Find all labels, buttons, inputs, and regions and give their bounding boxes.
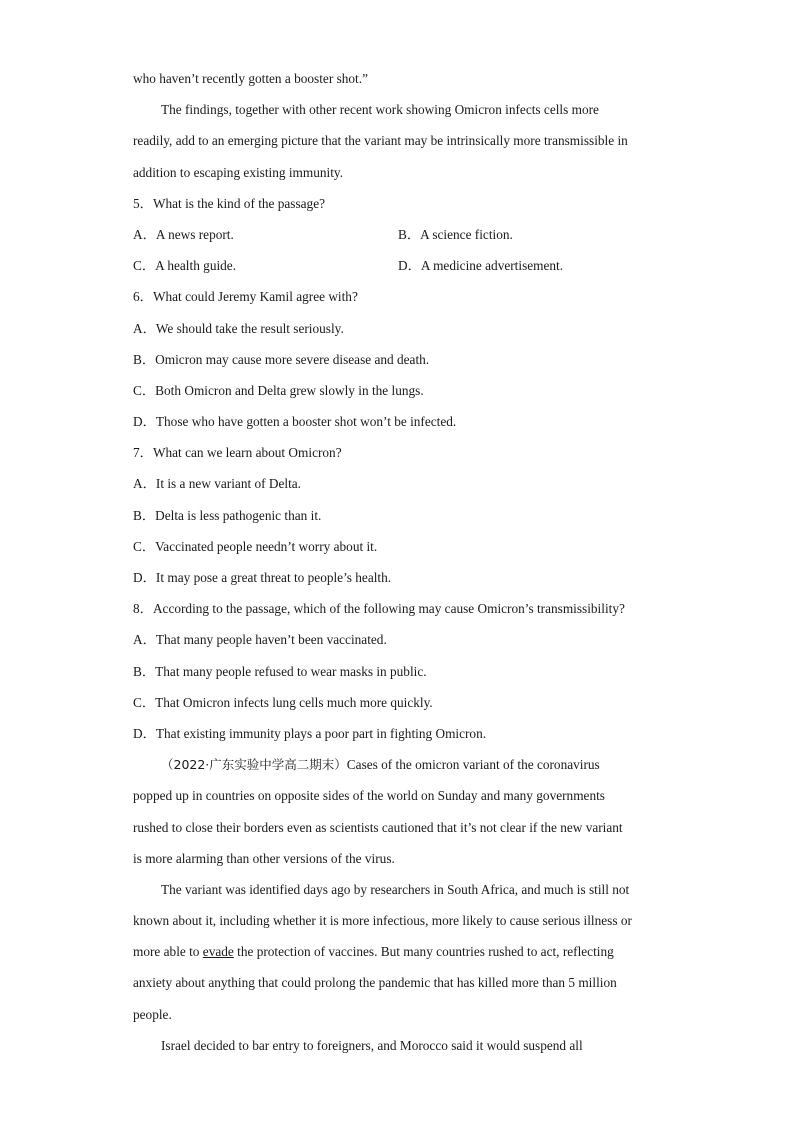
question-7 xyxy=(133,437,663,593)
option-d[interactable]: D．A medicine advertisement. xyxy=(398,258,564,274)
paragraph-line: known about it, including whether it is more infectious, more likely to cause serious illness or xyxy=(133,913,632,929)
paragraph-line xyxy=(133,749,663,780)
paragraph-line: popped up in countries on opposite sides of the world on Sunday and many governments xyxy=(133,788,605,804)
paragraph-line: The findings, together with other recent work showing Omicron infects cells more xyxy=(161,102,599,118)
option-a[interactable]: A．A news report. xyxy=(133,226,234,242)
paragraph-line: addition to escaping existing immunity. xyxy=(133,164,344,180)
paragraph-findings xyxy=(133,94,663,188)
paragraph-line xyxy=(133,936,663,967)
question-stem: 7．What can we learn about Omicron? xyxy=(133,445,342,461)
option-c[interactable]: C．That Omicron infects lung cells much more quickly. xyxy=(133,694,433,710)
option-b[interactable]: B．A science fiction. xyxy=(398,226,513,242)
option-d[interactable]: D．That existing immunity plays a poor part in fighting Omicron. xyxy=(133,725,487,741)
question-8 xyxy=(133,593,663,749)
option-d[interactable]: D．It may pose a great threat to people’s health. xyxy=(133,570,392,585)
source-tag: （2022·广东实验中学高二期末） xyxy=(161,757,347,773)
option-c[interactable]: C．A health guide. xyxy=(133,258,237,274)
paragraph-text: the protection of vaccines. But many countries rushed to act, reflecting xyxy=(233,944,614,960)
question-5 xyxy=(133,188,663,282)
document-content xyxy=(133,63,663,1061)
question-stem: 8．According to the passage, which of the following may cause Omicron’s transmissibility? xyxy=(133,601,625,617)
opening-line: who haven’t recently gotten a booster shot.” xyxy=(133,71,368,86)
paragraph-text: more able to xyxy=(133,944,203,960)
option-row xyxy=(133,219,663,250)
question-6 xyxy=(133,281,663,437)
underlined-word-evade: evade xyxy=(202,944,234,960)
option-b[interactable]: B．Omicron may cause more severe disease and death. xyxy=(133,351,430,367)
paragraph-line: rushed to close their borders even as scientists cautioned that it’s not clear if the new variant xyxy=(133,819,623,835)
option-c[interactable]: C．Vaccinated people needn’t worry about it. xyxy=(133,538,378,554)
option-d[interactable]: D．Those who have gotten a booster shot won’t be infected. xyxy=(133,414,457,430)
option-a[interactable]: A．We should take the result seriously. xyxy=(133,320,344,336)
paragraph-line: anxiety about anything that could prolong the pandemic that has killed more than 5 million xyxy=(133,975,617,991)
paragraph-line: is more alarming than other versions of the virus. xyxy=(133,850,395,866)
option-a[interactable]: A．It is a new variant of Delta. xyxy=(133,476,302,492)
option-a[interactable]: A．That many people haven’t been vaccinated. xyxy=(133,632,387,648)
paragraph-line: The variant was identified days ago by researchers in South Africa, and much is still not xyxy=(161,881,630,897)
paragraph-line: Israel decided to bar entry to foreigners, and Morocco said it would suspend all xyxy=(161,1037,583,1053)
option-b[interactable]: B．That many people refused to wear masks in public. xyxy=(133,663,427,679)
passage-omicron-borders xyxy=(133,749,663,1061)
paragraph-line: people. xyxy=(133,1006,172,1022)
paragraph-line: readily, add to an emerging picture that the variant may be intrinsically more transmissible in xyxy=(133,133,628,149)
option-b[interactable]: B．Delta is less pathogenic than it. xyxy=(133,507,322,523)
option-row xyxy=(133,250,663,281)
option-c[interactable]: C．Both Omicron and Delta grew slowly in the lungs. xyxy=(133,382,424,398)
paragraph-text: Cases of the omicron variant of the coronavirus xyxy=(346,757,600,773)
question-stem: 5．What is the kind of the passage? xyxy=(133,195,326,211)
question-stem: 6．What could Jeremy Kamil agree with? xyxy=(133,289,358,305)
